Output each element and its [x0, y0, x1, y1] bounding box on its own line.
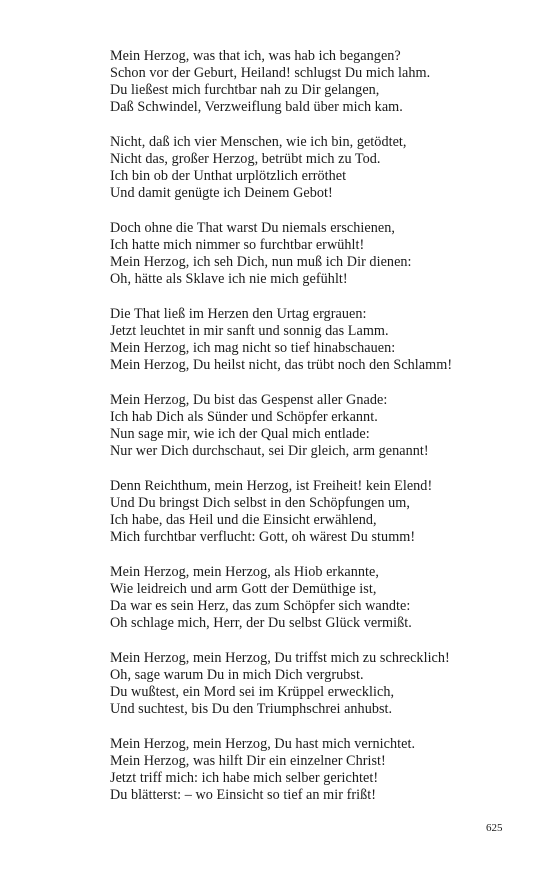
- stanza: [110, 564, 530, 632]
- stanza: [110, 48, 530, 116]
- poem-line: Die That ließ im Herzen den Urtag ergrauen:: [110, 306, 367, 322]
- poem-line: Nicht, daß ich vier Menschen, wie ich bin, getödtet,: [110, 134, 407, 150]
- poem-line: Oh, hätte als Sklave ich nie mich gefühlt!: [110, 271, 348, 287]
- poem-line: Du ließest mich furchtbar nah zu Dir gelangen,: [110, 82, 380, 98]
- stanza: [110, 650, 530, 718]
- poem-line: Oh, sage warum Du in mich Dich vergrubst.: [110, 667, 364, 683]
- poem-line: Oh schlage mich, Herr, der Du selbst Glück vermißt.: [110, 615, 412, 631]
- poem-line: Mein Herzog, mein Herzog, als Hiob erkannte,: [110, 564, 379, 580]
- poem-line: Doch ohne die That warst Du niemals erschienen,: [110, 220, 395, 236]
- poem-line: Mein Herzog, Du bist das Gespenst aller Gnade:: [110, 392, 388, 408]
- poem-line: Und damit genügte ich Deinem Gebot!: [110, 185, 333, 201]
- stanza: [110, 478, 530, 546]
- poem-line: Mein Herzog, ich seh Dich, nun muß ich Dir dienen:: [110, 254, 412, 270]
- page-number: 625: [486, 822, 503, 834]
- poem-line: Mein Herzog, ich mag nicht so tief hinabschauen:: [110, 340, 396, 356]
- stanza: [110, 306, 530, 374]
- poem-line: Daß Schwindel, Verzweiflung bald über mich kam.: [110, 99, 403, 115]
- poem-line: Mein Herzog, mein Herzog, Du hast mich vernichtet.: [110, 736, 416, 752]
- poem-line: Ich hatte mich nimmer so furchtbar erwühlt!: [110, 237, 365, 253]
- poem-line: Du blätterst: – wo Einsicht so tief an mir frißt!: [110, 787, 377, 803]
- poem-line: Mein Herzog, was hilft Dir ein einzelner Christ!: [110, 753, 386, 769]
- poem-line: Wie leidreich und arm Gott der Demüthige ist,: [110, 581, 377, 597]
- poem-line: Nun sage mir, wie ich der Qual mich entlade:: [110, 426, 370, 442]
- poem-line: Denn Reichthum, mein Herzog, ist Freiheit! kein Elend!: [110, 478, 433, 494]
- poem-line: Nicht das, großer Herzog, betrübt mich zu Tod.: [110, 151, 381, 167]
- poem-line: Und Du bringst Dich selbst in den Schöpfungen um,: [110, 495, 410, 511]
- stanza: [110, 134, 530, 202]
- poem-line: Ich hab Dich als Sünder und Schöpfer erkannt.: [110, 409, 378, 425]
- poem-line: Jetzt triff mich: ich habe mich selber gerichtet!: [110, 770, 379, 786]
- poem-line: Ich habe, das Heil und die Einsicht erwählend,: [110, 512, 377, 528]
- stanza: [110, 220, 530, 288]
- poem-line: Schon vor der Geburt, Heiland! schlugst Du mich lahm.: [110, 65, 431, 81]
- poem-line: Und suchtest, bis Du den Triumphschrei anhubst.: [110, 701, 393, 717]
- stanza: [110, 392, 530, 460]
- poem-line: Du wußtest, ein Mord sei im Krüppel erwecklich,: [110, 684, 395, 700]
- poem-line: Mich furchtbar verflucht: Gott, oh wärest Du stumm!: [110, 529, 416, 545]
- poem-line: Mein Herzog, mein Herzog, Du triffst mich zu schrecklich!: [110, 650, 450, 666]
- poem: [110, 48, 530, 822]
- poem-line: Mein Herzog, Du heilst nicht, das trübt noch den Schlamm!: [110, 357, 453, 373]
- poem-line: Da war es sein Herz, das zum Schöpfer sich wandte:: [110, 598, 411, 614]
- poem-line: Jetzt leuchtet in mir sanft und sonnig das Lamm.: [110, 323, 389, 339]
- poem-line: Nur wer Dich durchschaut, sei Dir gleich, arm genannt!: [110, 443, 429, 459]
- stanza: [110, 736, 530, 804]
- poem-line: Mein Herzog, was that ich, was hab ich begangen?: [110, 48, 401, 64]
- poem-line: Ich bin ob der Unthat urplötzlich erröthet: [110, 168, 347, 184]
